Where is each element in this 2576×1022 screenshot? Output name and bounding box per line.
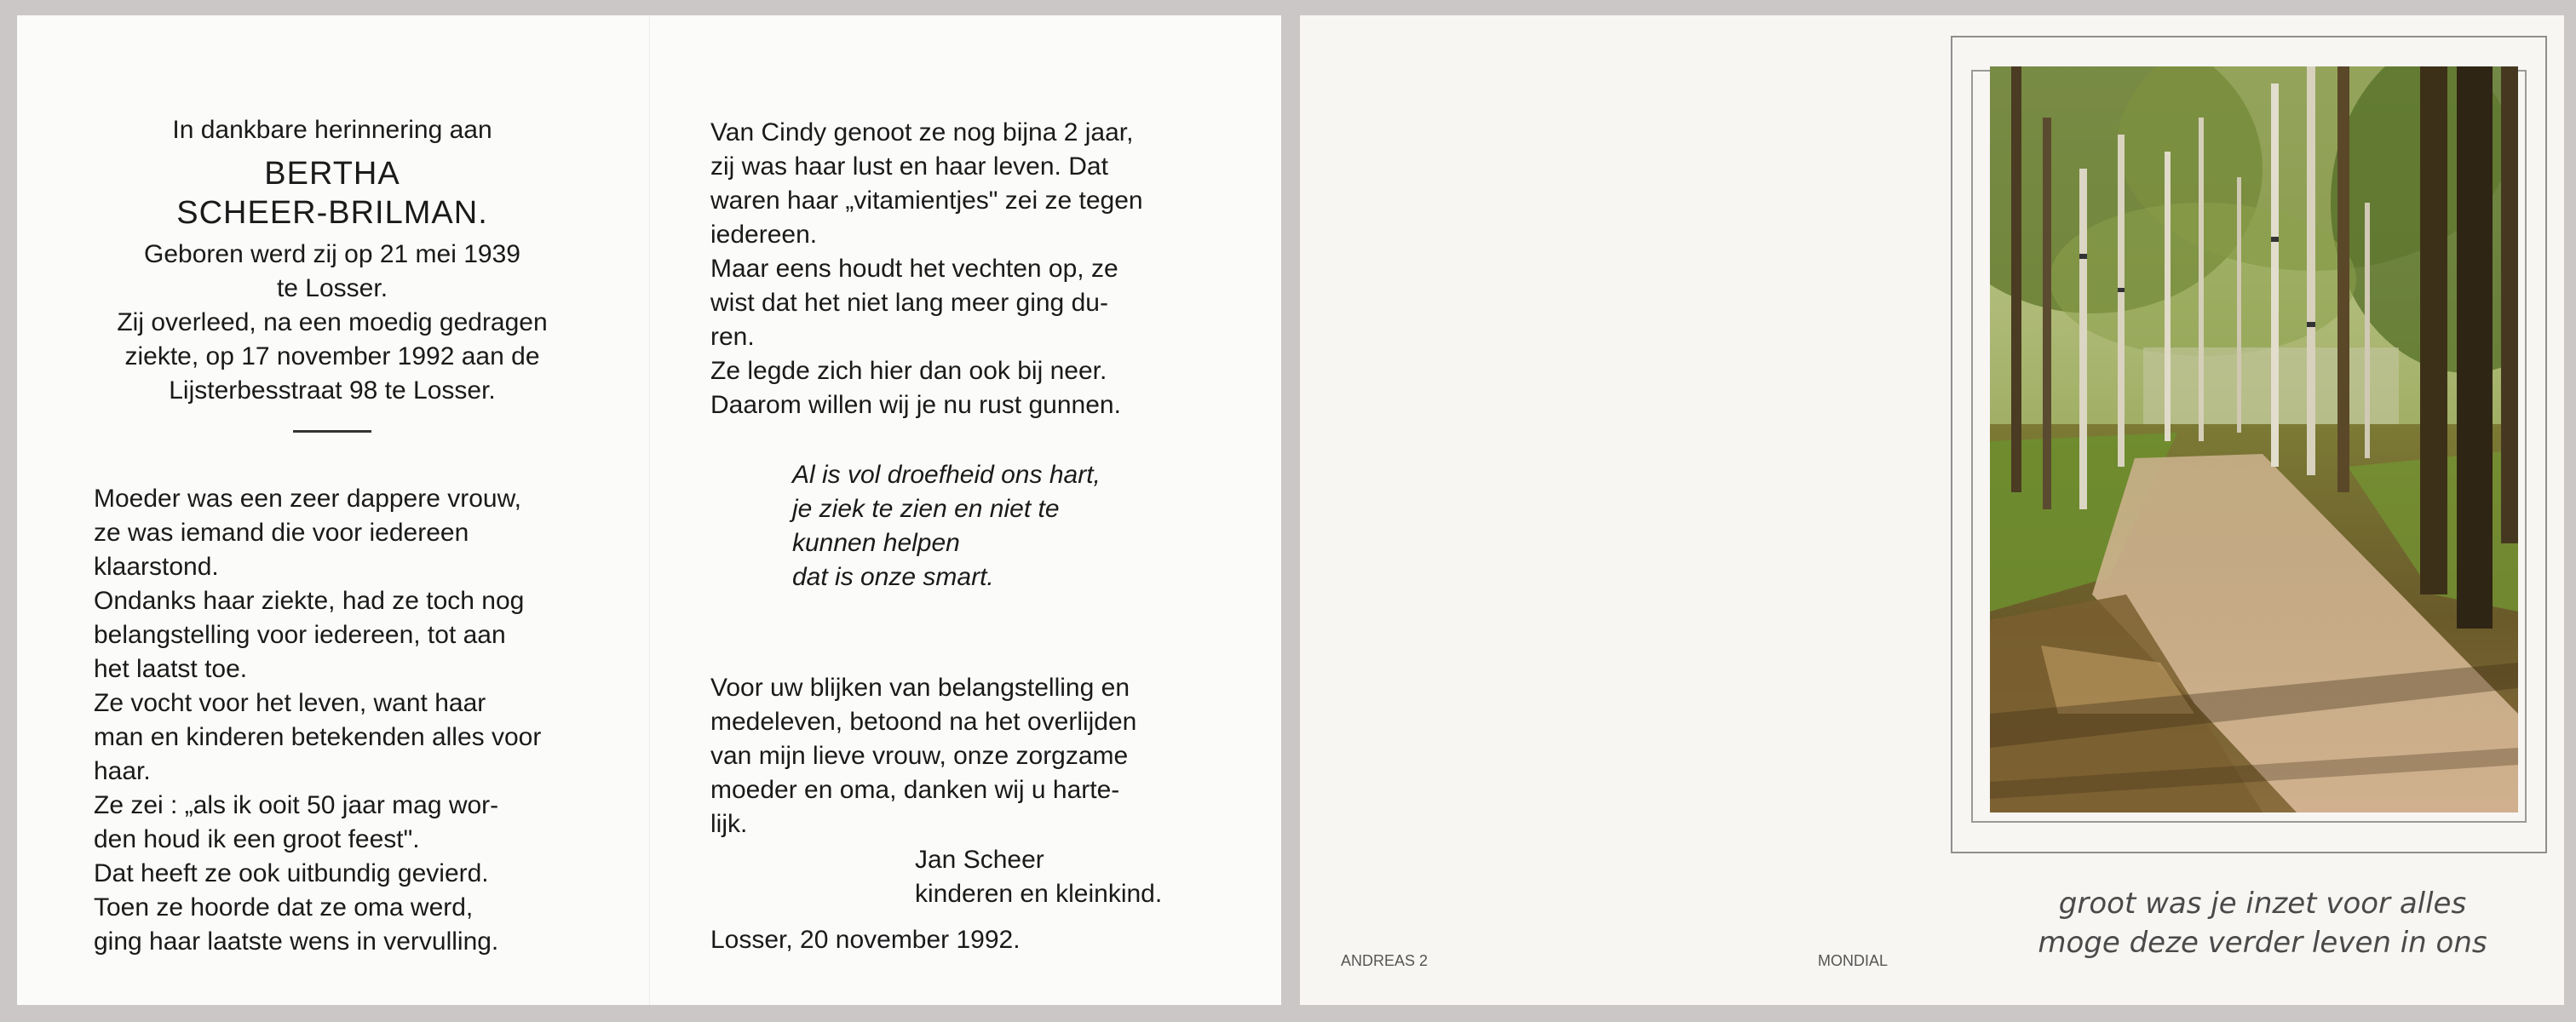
tribute-line: Moeder was een zeer dappere vrouw, bbox=[94, 485, 521, 513]
thanks-text bbox=[710, 671, 1239, 841]
memorial-card-cover bbox=[1300, 15, 2564, 1005]
detail-line: ziekte, op 17 november 1992 aan de bbox=[124, 342, 540, 370]
tribute-line: Ze legde zich hier dan ook bij neer. bbox=[710, 357, 1107, 385]
thanks-line: medeleven, betoond na het overlijden bbox=[710, 708, 1137, 736]
tribute-line: Ze vocht voor het leven, want haar bbox=[94, 689, 486, 717]
print-mark-left: ANDREAS 2 bbox=[1341, 952, 1429, 969]
tribute-line: klaarstond. bbox=[94, 553, 219, 581]
tribute-line: haar. bbox=[94, 757, 151, 785]
memorial-card-inside bbox=[17, 15, 1281, 1005]
place-date-line: Losser, 20 november 1992. bbox=[710, 926, 1021, 954]
tribute-line: ze was iemand die voor iedereen bbox=[94, 519, 469, 547]
tribute-line: man en kinderen betekenden alles voor bbox=[94, 723, 542, 751]
thanks-line: lijk. bbox=[710, 810, 748, 838]
print-mark-right: MONDIAL bbox=[1818, 952, 1889, 969]
detail-line: Zij overleed, na een moedig gedragen bbox=[117, 308, 548, 336]
tribute-continued bbox=[710, 116, 1239, 422]
deceased-name bbox=[94, 154, 571, 233]
poem-line: je ziek te zien en niet te bbox=[792, 495, 1060, 523]
tribute-line: waren haar „vitamientjes" zei ze tegen bbox=[710, 187, 1143, 215]
birth-death-details bbox=[94, 238, 571, 408]
tribute-line: Maar eens houdt het vechten op, ze bbox=[710, 255, 1118, 283]
intro-line: In dankbare herinnering aan bbox=[172, 116, 492, 144]
poem-line: dat is onze smart. bbox=[792, 563, 994, 591]
tribute-line: den houd ik een groot feest". bbox=[94, 825, 420, 853]
name-line: SCHEER-BRILMAN. bbox=[176, 195, 488, 231]
detail-line: Geboren werd zij op 21 mei 1939 bbox=[144, 240, 520, 268]
poem-line: kunnen helpen bbox=[792, 529, 960, 557]
tribute-line: Van Cindy genoot ze nog bijna 2 jaar, bbox=[710, 118, 1134, 146]
tribute-line: het laatst toe. bbox=[94, 655, 248, 683]
thanks-line: Voor uw blijken van belangstelling en bbox=[710, 674, 1130, 702]
tribute-line: Toen ze hoorde dat ze oma werd, bbox=[94, 893, 474, 922]
poem bbox=[792, 458, 1235, 594]
tribute-line: ren. bbox=[710, 323, 755, 351]
tribute-line: iedereen. bbox=[710, 221, 818, 249]
fold-line bbox=[649, 15, 650, 1005]
tribute-line: ging haar laatste wens in vervulling. bbox=[94, 927, 499, 956]
tribute-line: Ondanks haar ziekte, had ze toch nog bbox=[94, 587, 525, 615]
detail-line: te Losser. bbox=[276, 274, 388, 302]
thanks-line: van mijn lieve vrouw, onze zorgzame bbox=[710, 742, 1129, 770]
tribute-line: Ze zei : „als ik ooit 50 jaar mag wor- bbox=[94, 791, 499, 819]
caption-line: groot was je inzet voor alles bbox=[2058, 887, 2467, 921]
header-block bbox=[94, 113, 571, 458]
name-line: BERTHA bbox=[264, 156, 400, 192]
separator-line bbox=[293, 430, 371, 433]
tribute-line: Daarom willen wij je nu rust gunnen. bbox=[710, 391, 1121, 419]
signature bbox=[915, 843, 1256, 911]
detail-line: Lijsterbesstraat 98 te Losser. bbox=[169, 376, 496, 405]
tribute-line: belangstelling voor iedereen, tot aan bbox=[94, 621, 506, 649]
poem-line: Al is vol droefheid ons hart, bbox=[792, 461, 1101, 489]
place-date bbox=[710, 923, 1136, 957]
tribute-line: Dat heeft ze ook uitbundig gevierd. bbox=[94, 859, 489, 887]
forest-path-photo bbox=[1990, 66, 2518, 812]
cover-caption bbox=[1998, 884, 2527, 962]
caption-line: moge deze verder leven in ons bbox=[2038, 926, 2487, 960]
forest-path-illustration bbox=[1990, 66, 2518, 812]
signature-line: kinderen en kleinkind. bbox=[915, 880, 1163, 908]
thanks-line: moeder en oma, danken wij u harte- bbox=[710, 776, 1120, 804]
signature-line: Jan Scheer bbox=[915, 846, 1044, 874]
tribute-text bbox=[94, 482, 605, 959]
tribute-line: wist dat het niet lang meer ging du- bbox=[710, 289, 1108, 317]
tribute-line: zij was haar lust en haar leven. Dat bbox=[710, 152, 1108, 181]
